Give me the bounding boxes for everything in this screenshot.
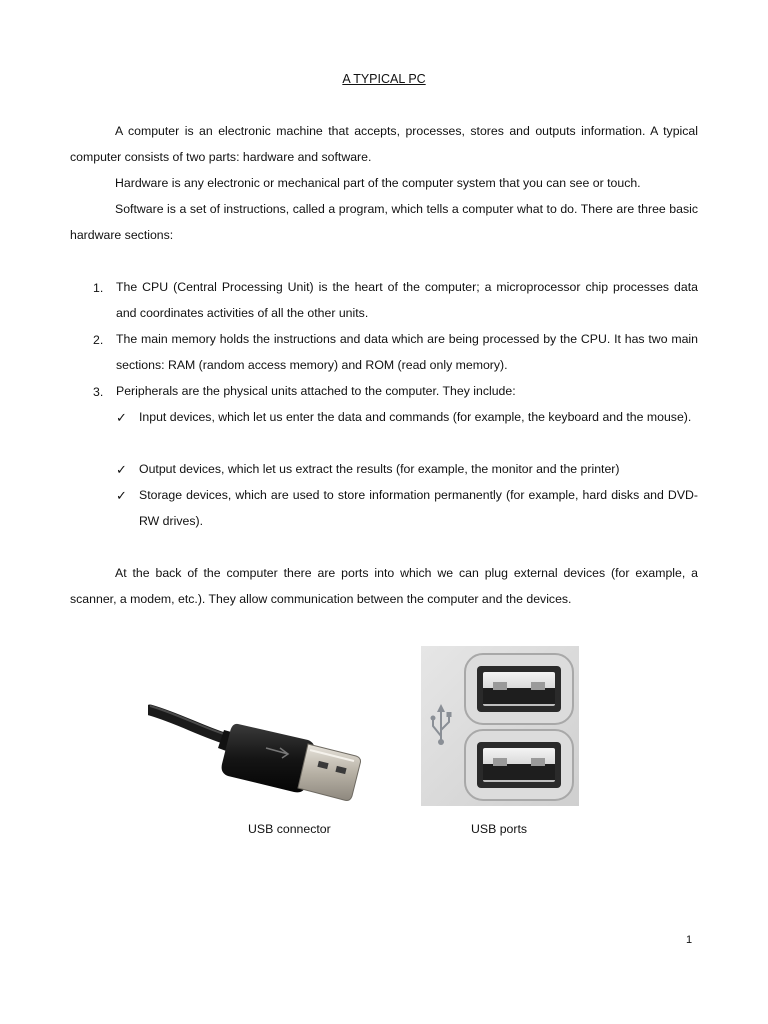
page-title: A TYPICAL PC xyxy=(342,72,426,86)
list-item-memory: The main memory holds the instructions and data which are being processed by the CPU. It has two main sections: RAM (random access memory) and ROM (read only memory). xyxy=(116,332,698,372)
usb-ports-image xyxy=(421,646,579,806)
list-number-1: 1. xyxy=(93,281,104,295)
list-item-cpu: The CPU (Central Processing Unit) is the heart of the computer; a microprocessor chip processes data and coordinates activities of all the other units. xyxy=(116,280,698,320)
page-number: 1 xyxy=(686,934,693,946)
intro-paragraph: A computer is an electronic machine that accepts, processes, stores and outputs information. A typical computer consists of two parts: hardware and software. xyxy=(70,124,698,164)
checkmark-icon: ✓ xyxy=(116,462,127,477)
list-item-peripherals: Peripherals are the physical units attached to the computer. They include: xyxy=(116,384,516,398)
sublist-item-input: Input devices, which let us enter the data and commands (for example, the keyboard and the mouse). xyxy=(139,410,692,424)
checkmark-icon: ✓ xyxy=(116,488,127,503)
sublist-item-storage: Storage devices, which are used to store information permanently (for example, hard disks and DVD-RW drives). xyxy=(139,488,698,528)
usb-connector-image xyxy=(148,688,368,806)
list-number-3: 3. xyxy=(93,385,104,399)
ports-paragraph: At the back of the computer there are ports into which we can plug external devices (for example, a scanner, a modem, etc.). They allow communication between the computer and the devices. xyxy=(70,566,698,606)
usb-connector-caption: USB connector xyxy=(248,822,331,836)
software-paragraph: Software is a set of instructions, called a program, which tells a computer what to do. There are three basic hardware sections: xyxy=(70,202,698,242)
hardware-paragraph: Hardware is any electronic or mechanical part of the computer system that you can see or touch. xyxy=(115,176,641,190)
checkmark-icon: ✓ xyxy=(116,410,127,425)
usb-ports-caption: USB ports xyxy=(471,822,528,836)
list-number-2: 2. xyxy=(93,333,104,347)
sublist-item-output: Output devices, which let us extract the results (for example, the monitor and the printer) xyxy=(139,462,620,476)
